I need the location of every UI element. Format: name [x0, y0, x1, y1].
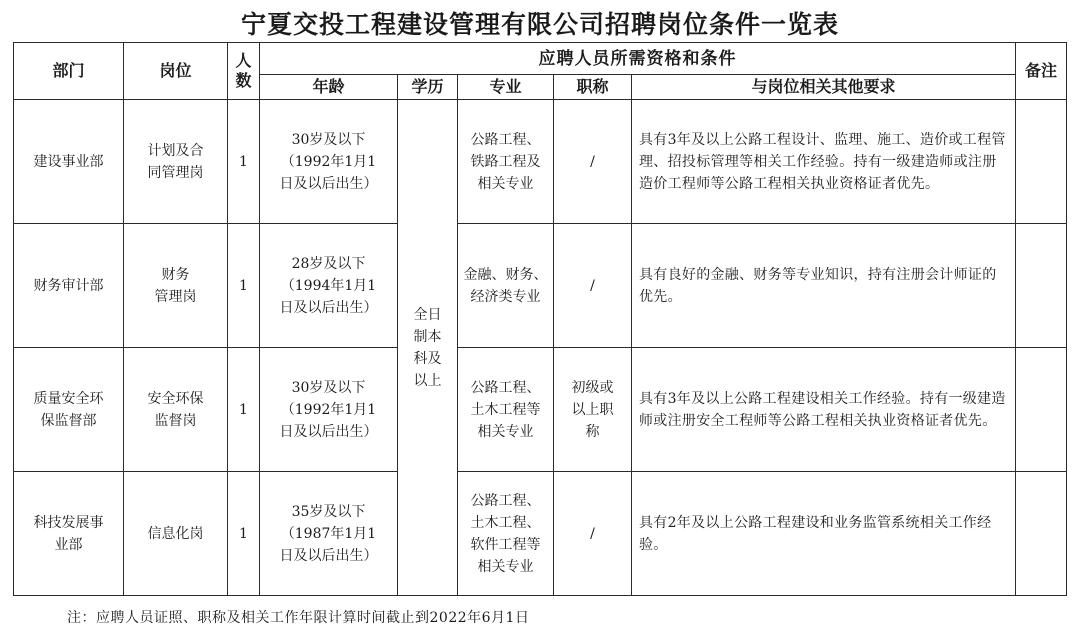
cell-count: 1 [228, 348, 260, 472]
cell-age: 30岁及以下 （1992年1月1 日及以后出生） [260, 348, 398, 472]
header-other-requirements: 与岗位相关其他要求 [632, 75, 1016, 100]
cell-department: 财务审计部 [14, 224, 124, 348]
cell-count: 1 [228, 472, 260, 596]
table-row [14, 100, 1067, 224]
cell-education-shared: 全日 制本 科及 以上 [398, 100, 458, 596]
cell-remarks [1016, 100, 1067, 224]
cell-department: 质量安全环 保监督部 [14, 348, 124, 472]
header-qualifications-group: 应聘人员所需资格和条件 [260, 43, 1016, 75]
cell-remarks [1016, 472, 1067, 596]
table-row [14, 224, 1067, 348]
header-count: 人 数 [228, 43, 260, 100]
cell-title: / [554, 472, 632, 596]
cell-remarks [1016, 348, 1067, 472]
header-row-1 [14, 43, 1067, 75]
footnote: 注：应聘人员证照、职称及相关工作年限计算时间截止到2022年6月1日 [67, 610, 530, 626]
cell-major: 公路工程、 土木工程、 软件工程等 相关专业 [458, 472, 554, 596]
cell-position: 计划及合 同管理岗 [124, 100, 228, 224]
header-education: 学历 [398, 75, 458, 100]
cell-requirements: 具有3年及以上公路工程设计、监理、施工、造价或工程管理、招投标管理等相关工作经验。持有一级建造师或注册造价工程师等公路工程相关执业资格证者优先。 [632, 100, 1016, 224]
table-row [14, 348, 1067, 472]
cell-requirements: 具有良好的金融、财务等专业知识，持有注册会计师证的优先。 [632, 224, 1016, 348]
cell-department: 科技发展事 业部 [14, 472, 124, 596]
cell-title: / [554, 100, 632, 224]
cell-count: 1 [228, 224, 260, 348]
recruitment-table [13, 42, 1067, 596]
cell-requirements: 具有2年及以上公路工程建设和业务监管系统相关工作经验。 [632, 472, 1016, 596]
cell-title: 初级或 以上职 称 [554, 348, 632, 472]
cell-age: 35岁及以下 （1987年1月1 日及以后出生） [260, 472, 398, 596]
header-position: 岗位 [124, 43, 228, 100]
cell-major: 金融、财务、 经济类专业 [458, 224, 554, 348]
page-title: 宁夏交投工程建设管理有限公司招聘岗位条件一览表 [240, 10, 839, 39]
header-remarks: 备注 [1016, 43, 1067, 100]
cell-age: 30岁及以下 （1992年1月1 日及以后出生） [260, 100, 398, 224]
cell-major: 公路工程、 土木工程等 相关专业 [458, 348, 554, 472]
cell-count: 1 [228, 100, 260, 224]
cell-title: / [554, 224, 632, 348]
cell-department: 建设事业部 [14, 100, 124, 224]
cell-position: 安全环保 监督岗 [124, 348, 228, 472]
cell-remarks [1016, 224, 1067, 348]
header-age: 年龄 [260, 75, 398, 100]
cell-age: 28岁及以下 （1994年1月1 日及以后出生） [260, 224, 398, 348]
cell-requirements: 具有3年及以上公路工程建设相关工作经验。持有一级建造师或注册安全工程师等公路工程相关执业资格证者优先。 [632, 348, 1016, 472]
header-title: 职称 [554, 75, 632, 100]
header-major: 专业 [458, 75, 554, 100]
cell-position: 财务 管理岗 [124, 224, 228, 348]
header-department: 部门 [14, 43, 124, 100]
table-row [14, 472, 1067, 596]
cell-major: 公路工程、 铁路工程及 相关专业 [458, 100, 554, 224]
cell-position: 信息化岗 [124, 472, 228, 596]
